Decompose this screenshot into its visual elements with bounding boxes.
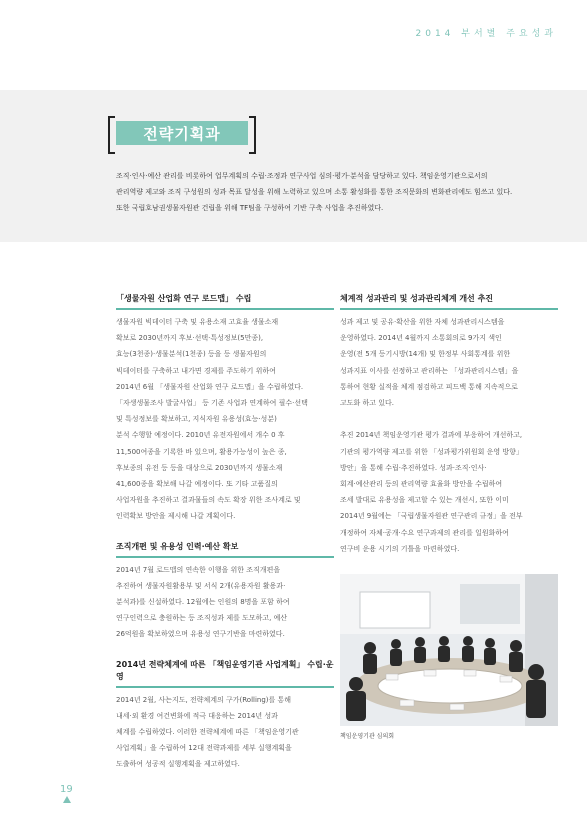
left-column [116, 293, 334, 773]
body-line: 연구비 운용 시기의 기틀을 마련하였다. [340, 544, 460, 553]
right-s1-title: 체계적 성과관리 및 성과관리체계 개선 추진 [340, 293, 558, 310]
body-line: 성과지표 이사를 선정하고 관리하는 「성과관리시스템」을 [340, 366, 519, 375]
body-line: 분석 수행할 예정이다. 2010년 유전자원에서 개수 0 후 [116, 431, 285, 440]
body-line: 생물자원 빅데이터 구축 및 유용소재 고효율 생물소재 [116, 318, 279, 326]
intro-line: 또한 국립호남권생물자원관 건립을 위해 TF팀을 구성하여 기반 구축 사업을 추진하였다. [116, 204, 384, 212]
section-title [116, 121, 248, 145]
body-line: 사업계획」을 수립하여 12대 전략과제를 세부 실행계획을 [116, 744, 292, 753]
photo-caption: 책임운영기관 심의회 [340, 733, 395, 740]
body-line: 회계·예산관리 등의 관리역량 효율화 방안을 수립하여 [340, 480, 503, 489]
body-line: 사업자원을 추진하고 결과물들의 속도 확장 위한 조사계로 및 [116, 496, 301, 505]
right-s1-body [340, 314, 558, 557]
body-line: 후보종의 유전 등 등을 대상으로 2030년까지 생물소재 [116, 463, 283, 472]
body-line: 개정하여 자체·공개·수요 연구과제의 관리를 일원화하여 [340, 528, 509, 537]
right-column [340, 293, 558, 557]
body-line: 2014년 6월 「생물자원 산업화 연구 로드맵」을 수립하였다. [116, 382, 304, 391]
body-line: 분석과)를 신설하였다. 12월에는 인원의 8명을 포함 하여 [116, 598, 290, 607]
intro-text [116, 168, 562, 216]
intro-line: 관리역량 제고와 조직 구성원의 성과 목표 달성을 위해 노력하고 있으며 소통 활성화를 통한 조직문화의 변화관리에도 힘쓰고 있다. [116, 188, 513, 196]
body-line: 추진하여 생물자원활용부 및 서식 2개(유용자원 활용과· [116, 581, 286, 590]
meeting-photo [340, 574, 558, 726]
body-line: 인력확보 방안을 제시해 나갈 계획이다. [116, 512, 236, 521]
left-bracket [108, 116, 115, 154]
left-s1-body [116, 314, 334, 525]
section-title-text: 전략기획과 [143, 124, 221, 143]
left-s2-body [116, 562, 334, 643]
left-s3-body [116, 692, 334, 773]
body-line: 빅데이터를 구축하고 내가면 경제를 주도하기 위하여 [116, 366, 276, 375]
body-line: 11,500여종을 기록한 바 있으며, 활용가능성이 높은 종, [116, 447, 287, 456]
body-line: 확보로 2030년까지 후보·선택·특성정보(5만종), [116, 334, 264, 343]
body-line: 성과 제고 및 공유·확산을 위한 자체 성과관리시스템을 [340, 318, 505, 326]
page-number: 19 [60, 784, 73, 795]
body-line: 26억원을 확보하였으며 유용성 연구기반을 마련하였다. [116, 630, 285, 639]
body-line: 운영(전 5개 등기시방(14개) 및 한정부 사회통계를 위한 [340, 350, 511, 359]
body-line: 「자생생물조사 발굴사업」 등 기존 사업과 연계하여 필수·선택 [116, 399, 308, 408]
header-tag: 2014 부서별 주요성과 [415, 29, 557, 39]
body-line: 체계를 수립하였다. 이러한 전략체계에 따른 「책임운영기관 [116, 728, 299, 737]
body-line: 기관의 평가역량 제고를 위한 「성과평가위원회 운영 방향」 [340, 447, 523, 456]
body-line: 운영하였다. 2014년 4월까지 소통회의로 9가지 색인 [340, 334, 502, 343]
body-line: 도출하여 성공적 실행계획을 제고하였다. [116, 760, 240, 769]
intro-line: 조직·인사·예산 관리를 비롯하여 업무계획의 수립·조정과 연구사업 심의·평가·분석을 담당하고 있다. 책임운영기관으로서의 [116, 172, 488, 180]
body-line: 2014년 7월 로드맵의 연속한 이행을 위한 조직개편을 [116, 565, 281, 574]
body-line: 고도화 하고 있다. [340, 399, 395, 408]
body-line: 41,600종을 확보해 나갈 예정이다. 또 기타 고품질의 [116, 480, 278, 489]
left-s2-title: 조직개편 및 유용성 인력·예산 확보 [116, 541, 334, 558]
body-line: 및 특성정보를 확보하고, 지식자원 유용성(효능·성분) [116, 415, 277, 424]
body-line [340, 411, 558, 427]
body-line: 방안」을 통해 수립·추진하였다. 성과·조직·인사· [340, 463, 487, 472]
right-bracket [249, 116, 256, 154]
body-line: 연구인력으로 충원하는 등 조직성과 제를 도모하고, 예산 [116, 614, 288, 623]
body-line: 통하여 현황 실적을 체계 점검하고 피드백 통해 지속적으로 [340, 382, 518, 391]
left-s3-title: 2014년 전략체계에 따른 「책임운영기관 사업계획」 수립·운영 [116, 659, 334, 688]
body-line: 2014년 2월, 사는지도, 전략체계의 구가(Rolling)를 통해 [116, 695, 292, 704]
intro-band [0, 90, 587, 242]
body-line: 내세·외 환경 여건변화에 적극 대응하는 2014년 성과 [116, 711, 278, 720]
body-line: 추진 2014년 책임운영기관 평가 결과에 부응하여 개선하고, [340, 431, 523, 440]
page-triangle-icon [63, 796, 71, 803]
body-line: 2014년 9월에는 「국립생물자원관 연구관리 규정」을 전부 [340, 512, 523, 521]
body-line: 조세 발대로 유용성을 제고할 수 있는 개선시, 또한 이미 [340, 496, 509, 505]
left-s1-title: 「생물자원 산업화 연구 로드맵」 수립 [116, 293, 334, 310]
body-line: 효능(3천종)·생물분석(1천종) 등을 등 생물자원의 [116, 350, 267, 359]
